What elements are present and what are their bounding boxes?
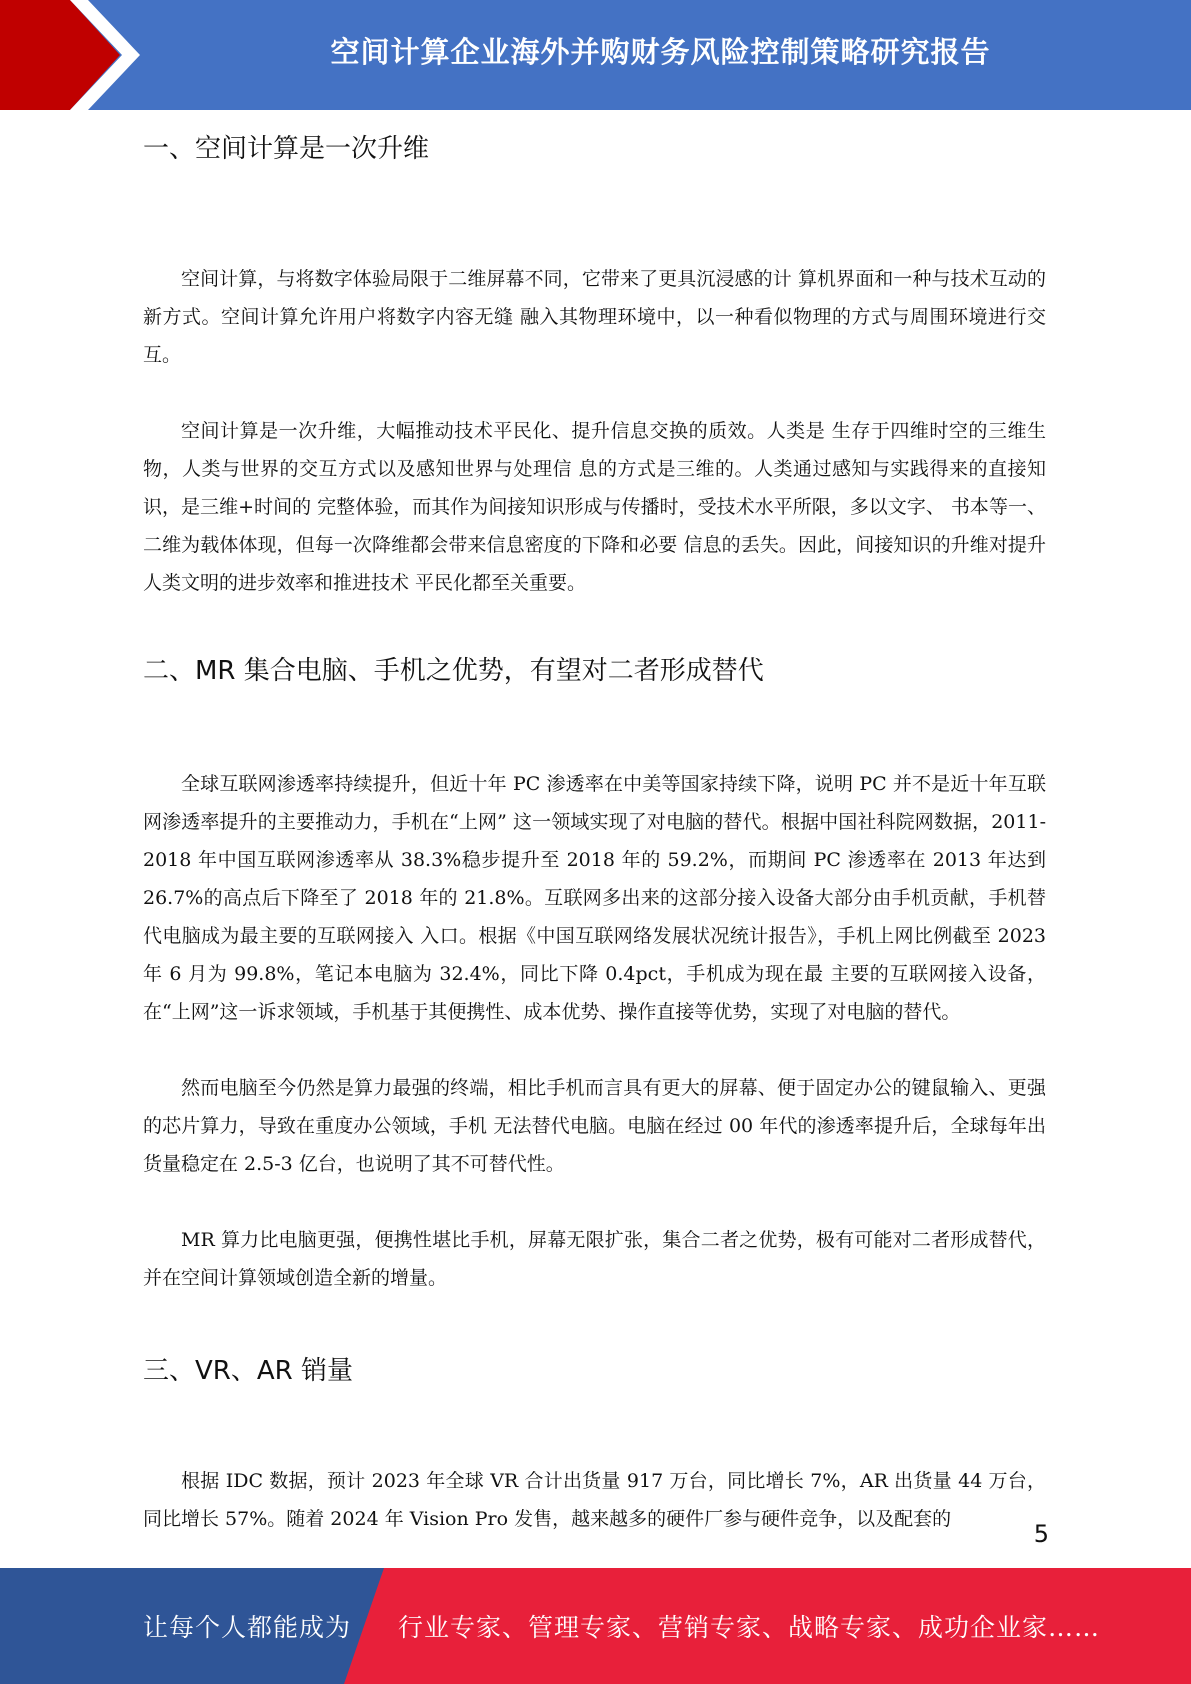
page-footer xyxy=(0,1568,1191,1684)
section-heading: 一、空间计算是一次升维 xyxy=(143,134,430,164)
section-heading: 二、MR 集合电脑、手机之优势，有望对二者形成替代 xyxy=(143,656,764,686)
document-body xyxy=(143,128,1046,1538)
paragraph: 然而电脑至今仍然是算力最强的终端，相比手机而言具有更大的屏幕、便于固定办公的键鼠输入、更强的芯片算力，导致在重度办公领域，手机 无法替代电脑。电脑在经过 00 年代的渗透率提升后，全球每年出货量稳定在 2.5-3 亿台，也说明了其不可替代性。 xyxy=(143,1077,1046,1175)
footer-slogan-right: 行业专家、管理专家、营销专家、战略专家、成功企业家…… xyxy=(398,1613,1101,1642)
paragraph: 空间计算是一次升维，大幅推动技术平民化、提升信息交换的质效。人类是 生存于四维时空的三维生物，人类与世界的交互方式以及感知世界与处理信 息的方式是三维的。人类通过感知与实践得来的直接知识，是三维+时间的 完整体验，而其作为间接知识形成与传播时，受技术水平所限，多以文字、 书本等一、二维为载体体现，但每一次降维都会带来信息密度的下降和必要 信息的丢失。因此，间接知识的升维对提升人类文明的进步效率和推进技术 平民化都至关重要。 xyxy=(143,420,1046,594)
footer-slogan-left: 让每个人都能成为 xyxy=(143,1613,352,1642)
page-header xyxy=(0,0,1191,110)
header-arrow-decoration xyxy=(0,0,150,110)
paragraph: 根据 IDC 数据，预计 2023 年全球 VR 合计出货量 917 万台，同比增长 7%，AR 出货量 44 万台，同比增长 57%。随着 2024 年 Vision Pro 发售，越来越多的硬件厂参与硬件竞争，以及配套的 xyxy=(143,1470,1046,1530)
page-number: 5 xyxy=(1033,1520,1049,1548)
paragraph: 空间计算，与将数字体验局限于二维屏幕不同，它带来了更具沉浸感的计 算机界面和一种与技术互动的新方式。空间计算允许用户将数字内容无缝 融入其物理环境中，以一种看似物理的方式与周围环境进行交互。 xyxy=(143,268,1046,366)
paragraph: MR 算力比电脑更强，便携性堪比手机，屏幕无限扩张，集合二者之优势，极有可能对二者形成替代，并在空间计算领域创造全新的增量。 xyxy=(143,1229,1046,1289)
section-heading: 三、VR、AR 销量 xyxy=(143,1356,353,1386)
document-title: 空间计算企业海外并购财务风险控制策略研究报告 xyxy=(330,34,991,69)
paragraph: 全球互联网渗透率持续提升，但近十年 PC 渗透率在中美等国家持续下降，说明 PC 并不是近十年互联网渗透率提升的主要推动力，手机在“上网” 这一领域实现了对电脑的替代。根据中国社科院网数据，2011-2018 年中国互联网渗透率从 38.3%稳步提升至 2018 年的 59.2%，而期间 PC 渗透率在 2013 年达到 26.7%的高点后下降至了 2018 年的 21.8%。互联网多出来的这部分接入设备大部分由手机贡献，手机替代电脑成为最主要的互联网接入 入口。根据《中国互联网络发展状况统计报告》，手机上网比例截至 2023 年 6 月为 99.8%，笔记本电脑为 32.4%，同比下降 0.4pct，手机成为现在最 主要的互联网接入设备，在“上网”这一诉求领域，手机基于其便携性、成本优势、操作直接等优势，实现了对电脑的替代。 xyxy=(143,773,1046,1023)
